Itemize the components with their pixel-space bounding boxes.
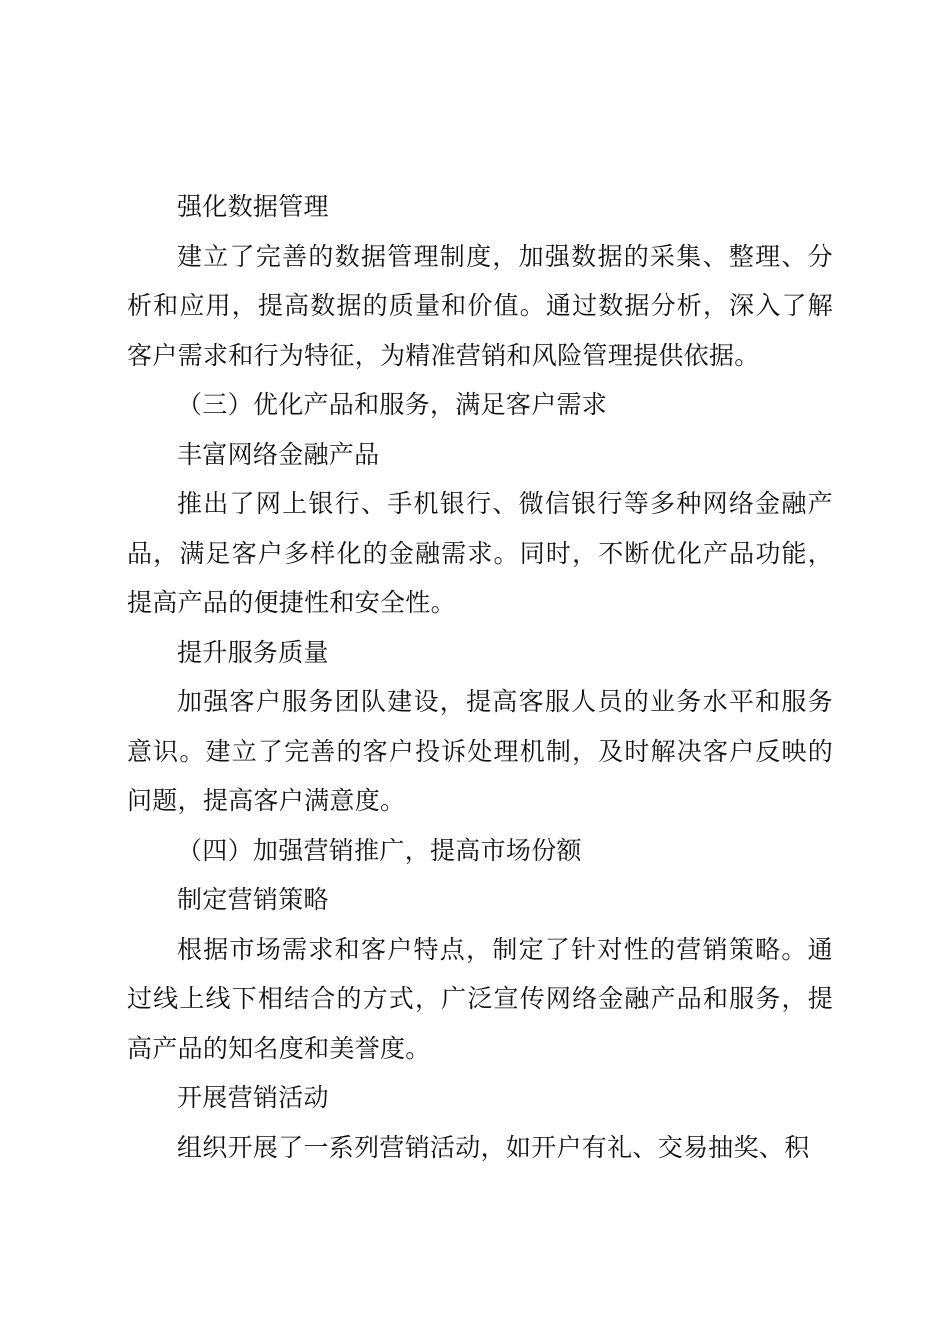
subheading-data-management: 强化数据管理 [177,192,329,221]
paragraph-marketing-strategy: 根据市场需求和客户特点，制定了针对性的营销策略。通过线上线下相结合的方式，广泛宣传网络金融产品和服务，提高产品的知名度和美誉度。 [127,934,833,1063]
paragraph-service-quality: 加强客户服务团队建设，提高客服人员的业务水平和服务意识。建立了完善的客户投诉处理机制，及时解决客户反映的问题，提高客户满意度。 [127,687,833,815]
subheading-marketing-activities: 开展营销活动 [177,1083,329,1112]
section-heading-4: （四）加强营销推广，提高市场份额 [177,835,582,865]
paragraph-data-management: 建立了完善的数据管理制度，加强数据的采集、整理、分析和应用，提高数据的质量和价值。通过数据分析，深入了解客户需求和行为特征，为精准营销和风险管理提供依据。 [127,241,833,370]
section-heading-3: （三）优化产品和服务，满足客户需求 [177,390,608,419]
document-body [127,182,833,1172]
subheading-service-quality: 提升服务质量 [177,637,329,667]
paragraph-enrich-products: 推出了网上银行、手机银行、微信银行等多种网络金融产品，满足客户多样化的金融需求。同时，不断优化产品功能，提高产品的便捷性和安全性。 [127,489,833,617]
paragraph-marketing-activities: 组织开展了一系列营销活动，如开户有礼、交易抽奖、积 [177,1132,810,1162]
subheading-enrich-products: 丰富网络金融产品 [177,439,380,469]
subheading-marketing-strategy: 制定营销策略 [177,885,329,914]
